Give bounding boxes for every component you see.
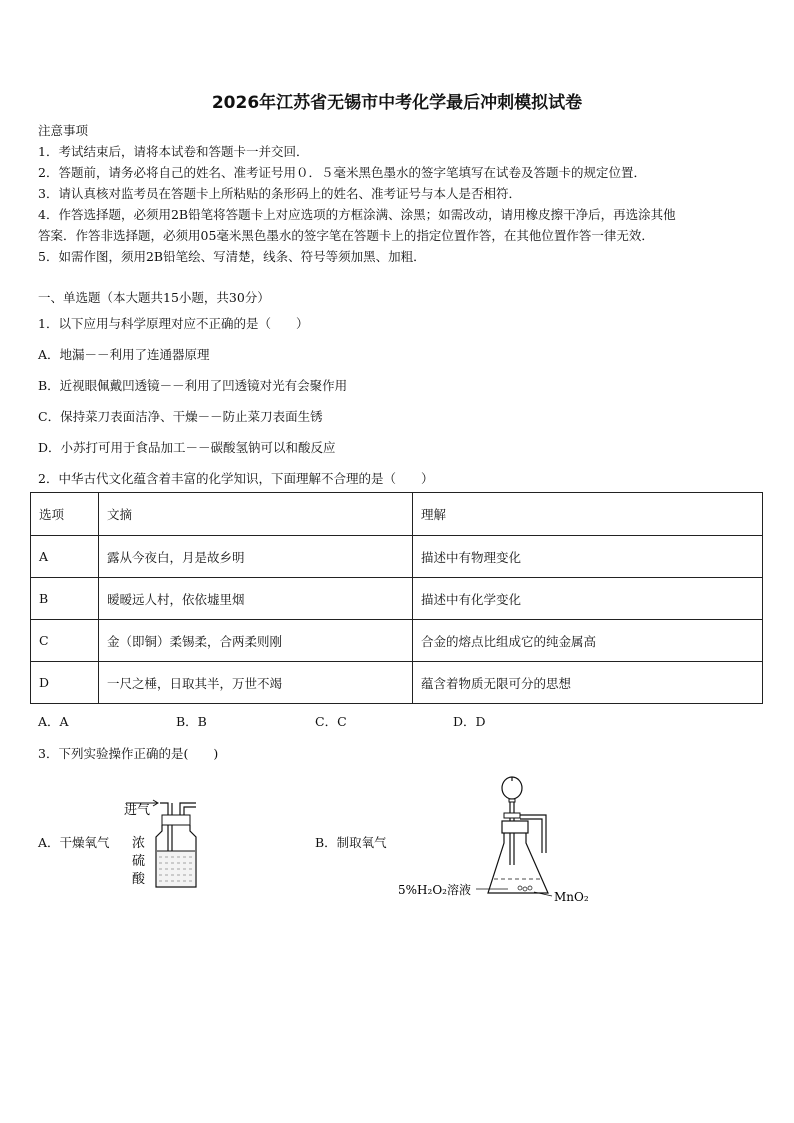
notice-2: 2．答题前，请务必将自己的姓名、准考证号用０．５毫米黑色墨水的签字笔填写在试卷及答题卡的规定位置． <box>38 165 646 180</box>
table-row <box>31 662 763 704</box>
section-heading: 一、单选题（本大题共15小题，共30分） <box>38 290 270 305</box>
q2-table <box>30 492 763 704</box>
table-cell: D <box>31 662 99 704</box>
notice-1: 1．考试结束后，请将本试卷和答题卡一并交回． <box>38 144 309 159</box>
page-title: 2026年江苏省无锡市中考化学最后冲刺模拟试卷 <box>211 93 583 113</box>
q3-stem: 3．下列实验操作正确的是( ) <box>38 746 219 761</box>
table-header-row <box>31 493 763 536</box>
label-gas-in: 进气 <box>124 803 151 818</box>
table-cell: 金（即铜）柔锡柔，合两柔则刚 <box>99 620 413 662</box>
q1-option-a: A．地漏－－利用了连通器原理 <box>38 347 210 362</box>
table-cell: A <box>31 536 99 578</box>
table-row <box>31 578 763 620</box>
table-cell: 描述中有化学变化 <box>413 578 763 620</box>
q2-answer-b: B．B <box>176 714 207 729</box>
header-excerpt: 文摘 <box>99 493 413 536</box>
notice-3: 3．请认真核对监考员在答题卡上所粘贴的条形码上的姓名、准考证号与本人是否相符． <box>38 186 521 201</box>
gas-drying-bottle-diagram <box>118 795 218 895</box>
label-h2o2: 5%H₂O₂溶液 <box>398 883 471 897</box>
q2-answer-d: D．D <box>453 714 486 729</box>
table-cell: C <box>31 620 99 662</box>
header-option: 选项 <box>31 493 99 536</box>
label-acid-3: 酸 <box>132 872 146 887</box>
q2-answer-c: C．C <box>315 714 347 729</box>
notice-5: 5．如需作图，须用2B铅笔绘、写清楚，线条、符号等须加黑、加粗． <box>38 249 426 264</box>
table-cell: 合金的熔点比组成它的纯金属高 <box>413 620 763 662</box>
label-acid-2: 硫 <box>132 854 146 869</box>
table-cell: 描述中有物理变化 <box>413 536 763 578</box>
q2-answer-a: A．A <box>38 714 69 729</box>
table-cell: B <box>31 578 99 620</box>
notice-4-cont: 答案．作答非选择题，必须用05毫米黑色墨水的签字笔在答题卡上的指定位置作答，在其他位置作答一律无效． <box>38 228 654 243</box>
q3-option-a-label: A．干燥氧气 <box>38 835 110 850</box>
header-interpretation: 理解 <box>413 493 763 536</box>
q3-option-b-label: B．制取氧气 <box>315 835 387 850</box>
notice-heading: 注意事项 <box>38 123 89 138</box>
q1-option-b: B．近视眼佩戴凹透镜－－利用了凹透镜对光有会聚作用 <box>38 378 348 393</box>
q2-stem: 2．中华古代文化蕴含着丰富的化学知识，下面理解不合理的是（ ） <box>38 471 434 486</box>
table-row <box>31 620 763 662</box>
label-acid-1: 浓 <box>132 836 146 851</box>
table-cell: 露从今夜白，月是故乡明 <box>99 536 413 578</box>
table-cell: 暧暧远人村，依依墟里烟 <box>99 578 413 620</box>
table-cell: 一尺之棰，日取其半，万世不竭 <box>99 662 413 704</box>
notice-4: 4．作答选择题，必须用2B铅笔将答题卡上对应选项的方框涂满、涂黑；如需改动，请用橡皮擦干净后，再选涂其他 <box>38 207 676 222</box>
q1-option-d: D．小苏打可用于食品加工－－碳酸氢钠可以和酸反应 <box>38 440 336 455</box>
q1-stem: 1．以下应用与科学原理对应不正确的是（ ） <box>38 316 309 331</box>
table-cell: 蕴含着物质无限可分的思想 <box>413 662 763 704</box>
oxygen-generation-diagram <box>396 775 596 905</box>
label-mno2: MnO₂ <box>554 890 589 904</box>
q1-option-c: C．保持菜刀表面洁净、干燥－－防止菜刀表面生锈 <box>38 409 323 424</box>
table-row <box>31 536 763 578</box>
